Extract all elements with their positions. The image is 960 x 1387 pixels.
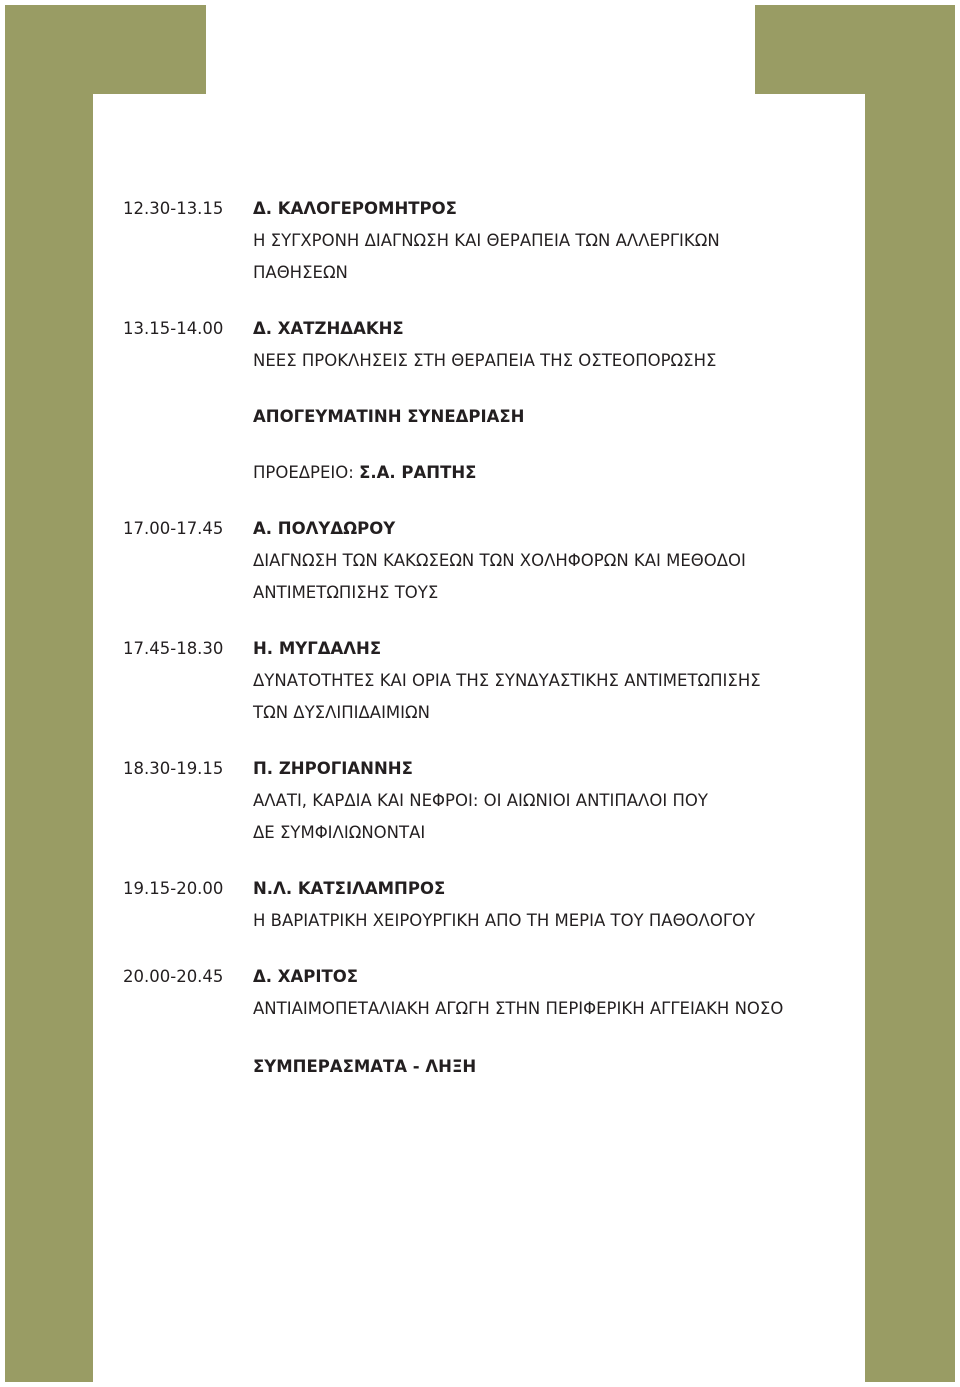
entry-content [253,873,843,937]
talk-title-line: ΑΝΤΙΜΕΤΩΠΙΣΗΣ ΤΟΥΣ [253,583,439,602]
afternoon-sessions [123,513,843,1025]
talk-title-line: ΔΕ ΣΥΜΦΙΛΙΩΝΟΝΤΑΙ [253,823,426,842]
schedule-entry [123,961,843,1025]
talk-title-line: ΔΙΑΓΝΩΣΗ ΤΩΝ ΚΑΚΩΣΕΩΝ ΤΩΝ ΧΟΛΗΦΟΡΩΝ ΚΑΙ ΜΕΘΟΔΟΙ [253,551,746,570]
program-schedule [123,193,843,1083]
time-slot: 12.30-13.15 [123,199,224,218]
entry-content [253,193,843,289]
talk-title-line: ΠΑΘΗΣΕΩΝ [253,263,348,282]
speaker-name: Π. ΖΗΡΟΓΙΑΝΝΗΣ [253,759,413,778]
speaker-name: Η. ΜΥΓΔΑΛΗΣ [253,639,382,658]
talk-title-line: ΝΕΕΣ ΠΡΟΚΛΗΣΕΙΣ ΣΤΗ ΘΕΡΑΠΕΙΑ ΤΗΣ ΟΣΤΕΟΠΟΡΩΣΗΣ [253,351,717,370]
talk-title-line: Η ΒΑΡΙΑΤΡΙΚΗ ΧΕΙΡΟΥΡΓΙΚΗ ΑΠΟ ΤΗ ΜΕΡΙΑ ΤΟΥ ΠΑΘΟΛΟΓΟΥ [253,911,756,930]
morning-sessions [123,193,843,377]
speaker-name: Δ. ΧΑΡΙΤΟΣ [253,967,359,986]
chair-label: ΠΡΟΕΔΡΕΙΟ: [253,463,354,482]
time-slot: 13.15-14.00 [123,319,224,338]
speaker-name: Δ. ΧΑΤΖΗΔΑΚΗΣ [253,319,404,338]
speaker-name: Ν.Λ. ΚΑΤΣΙΛΑΜΠΡΟΣ [253,879,446,898]
talk-title-line: ΑΛΑΤΙ, ΚΑΡΔΙΑ ΚΑΙ ΝΕΦΡΟΙ: ΟΙ ΑΙΩΝΙΟΙ ΑΝΤΙΠΑΛΟΙ ΠΟΥ [253,791,708,810]
section-heading: ΑΠΟΓΕΥΜΑΤΙΝΗ ΣΥΝΕΔΡΙΑΣΗ [253,407,525,426]
talk-title-line: Η ΣΥΓΧΡΟΝΗ ΔΙΑΓΝΩΣΗ ΚΑΙ ΘΕΡΑΠΕΙΑ ΤΩΝ ΑΛΛΕΡΓΙΚΩΝ [253,231,720,250]
entry-content [253,753,843,849]
talk-title-line: ΔΥΝΑΤΟΤΗΤΕΣ ΚΑΙ ΟΡΙΑ ΤΗΣ ΣΥΝΔΥΑΣΤΙΚΗΣ ΑΝΤΙΜΕΤΩΠΙΣΗΣ [253,671,761,690]
chair-line [253,457,843,489]
closing-line: ΣΥΜΠΕΡΑΣΜΑΤΑ - ΛΗΞΗ [253,1057,477,1076]
time-slot: 17.45-18.30 [123,639,224,658]
chair-name: Σ.Α. ΡΑΠΤΗΣ [359,463,477,482]
time-slot: 19.15-20.00 [123,879,224,898]
schedule-entry [123,313,843,377]
time-slot: 18.30-19.15 [123,759,224,778]
speaker-name: Α. ΠΟΛΥΔΩΡΟΥ [253,519,396,538]
time-slot: 17.00-17.45 [123,519,224,538]
talk-title-line: ΤΩΝ ΔΥΣΛΙΠΙΔΑΙΜΙΩΝ [253,703,430,722]
schedule-entry [123,633,843,729]
schedule-entry [123,193,843,289]
entry-content [253,513,843,609]
talk-title-line: ΑΝΤΙΑΙΜΟΠΕΤΑΛΙΑΚΗ ΑΓΩΓΗ ΣΤΗΝ ΠΕΡΙΦΕΡΙΚΗ ΑΓΓΕΙΑΚΗ ΝΟΣΟ [253,999,784,1018]
speaker-name: Δ. ΚΑΛΟΓΕΡΟΜΗΤΡΟΣ [253,199,457,218]
entry-content [253,961,843,1025]
time-slot: 20.00-20.45 [123,967,224,986]
schedule-entry [123,513,843,609]
schedule-entry [123,753,843,849]
entry-content [253,633,843,729]
schedule-entry [123,873,843,937]
entry-content [253,313,843,377]
